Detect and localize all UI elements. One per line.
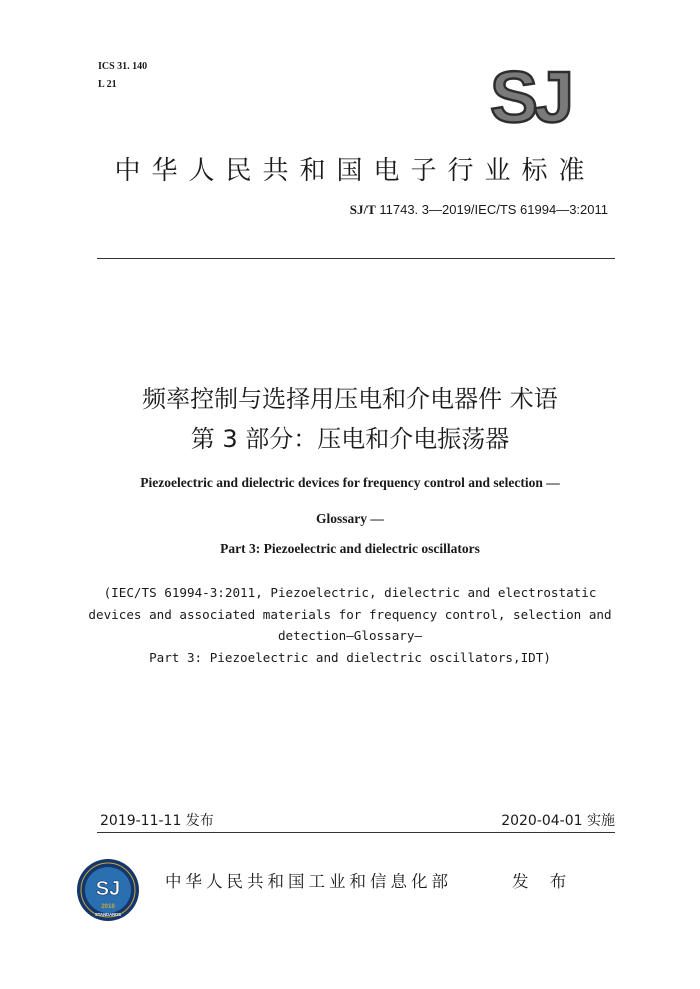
sj-logo-text: SJ [489,62,571,130]
iec-reference-line-4: Part 3: Piezoelectric and dielectric oscillators,IDT) [149,650,551,665]
issue-date: 2019-11-11 发布 [100,813,214,829]
iec-reference-line-3: detection—Glossary— [277,628,423,643]
en-title-line-2: Glossary — [316,511,384,526]
miit-seal-logo [76,858,140,922]
implementation-date: 2020-04-01 实施 [501,813,615,829]
iec-reference-line-2: devices and associated materials for frequency control, selection and [88,607,612,622]
standard-code [350,202,608,218]
sj-logo [480,62,580,130]
bottom-divider [97,832,615,833]
en-title-line-1: Piezoelectric and dielectric devices for frequency control and selection — [140,475,560,490]
standard-code-prefix: SJ/T [349,202,376,217]
iec-reference-line-1: (IEC/TS 61994-3:2011, Piezoelectric, dielectric and electrostatic [103,585,597,600]
standard-code-number: 11743. 3—2019/IEC/TS 61994—3:2011 [375,202,608,217]
cn-title-line-1: 频率控制与选择用压电和介电器件 术语 [142,385,558,413]
ccs-code: L 21 [98,79,117,90]
seal-caption: STANDARDS [95,912,121,917]
ics-code: ICS 31. 140 [98,61,148,72]
top-divider [97,258,615,259]
issued-label: 发 布 [512,872,575,891]
issuing-authority: 中华人民共和国工业和信息化部 [165,872,452,891]
seal-year: 2018 [101,904,115,910]
en-title-line-3: Part 3: Piezoelectric and dielectric oscillators [220,541,480,556]
cn-title-line-2: 第 3 部分：压电和介电振荡器 [190,425,510,453]
standard-name: 中华人民共和国电子行业标准 [114,156,596,186]
seal-sj-text: SJ [95,878,121,900]
